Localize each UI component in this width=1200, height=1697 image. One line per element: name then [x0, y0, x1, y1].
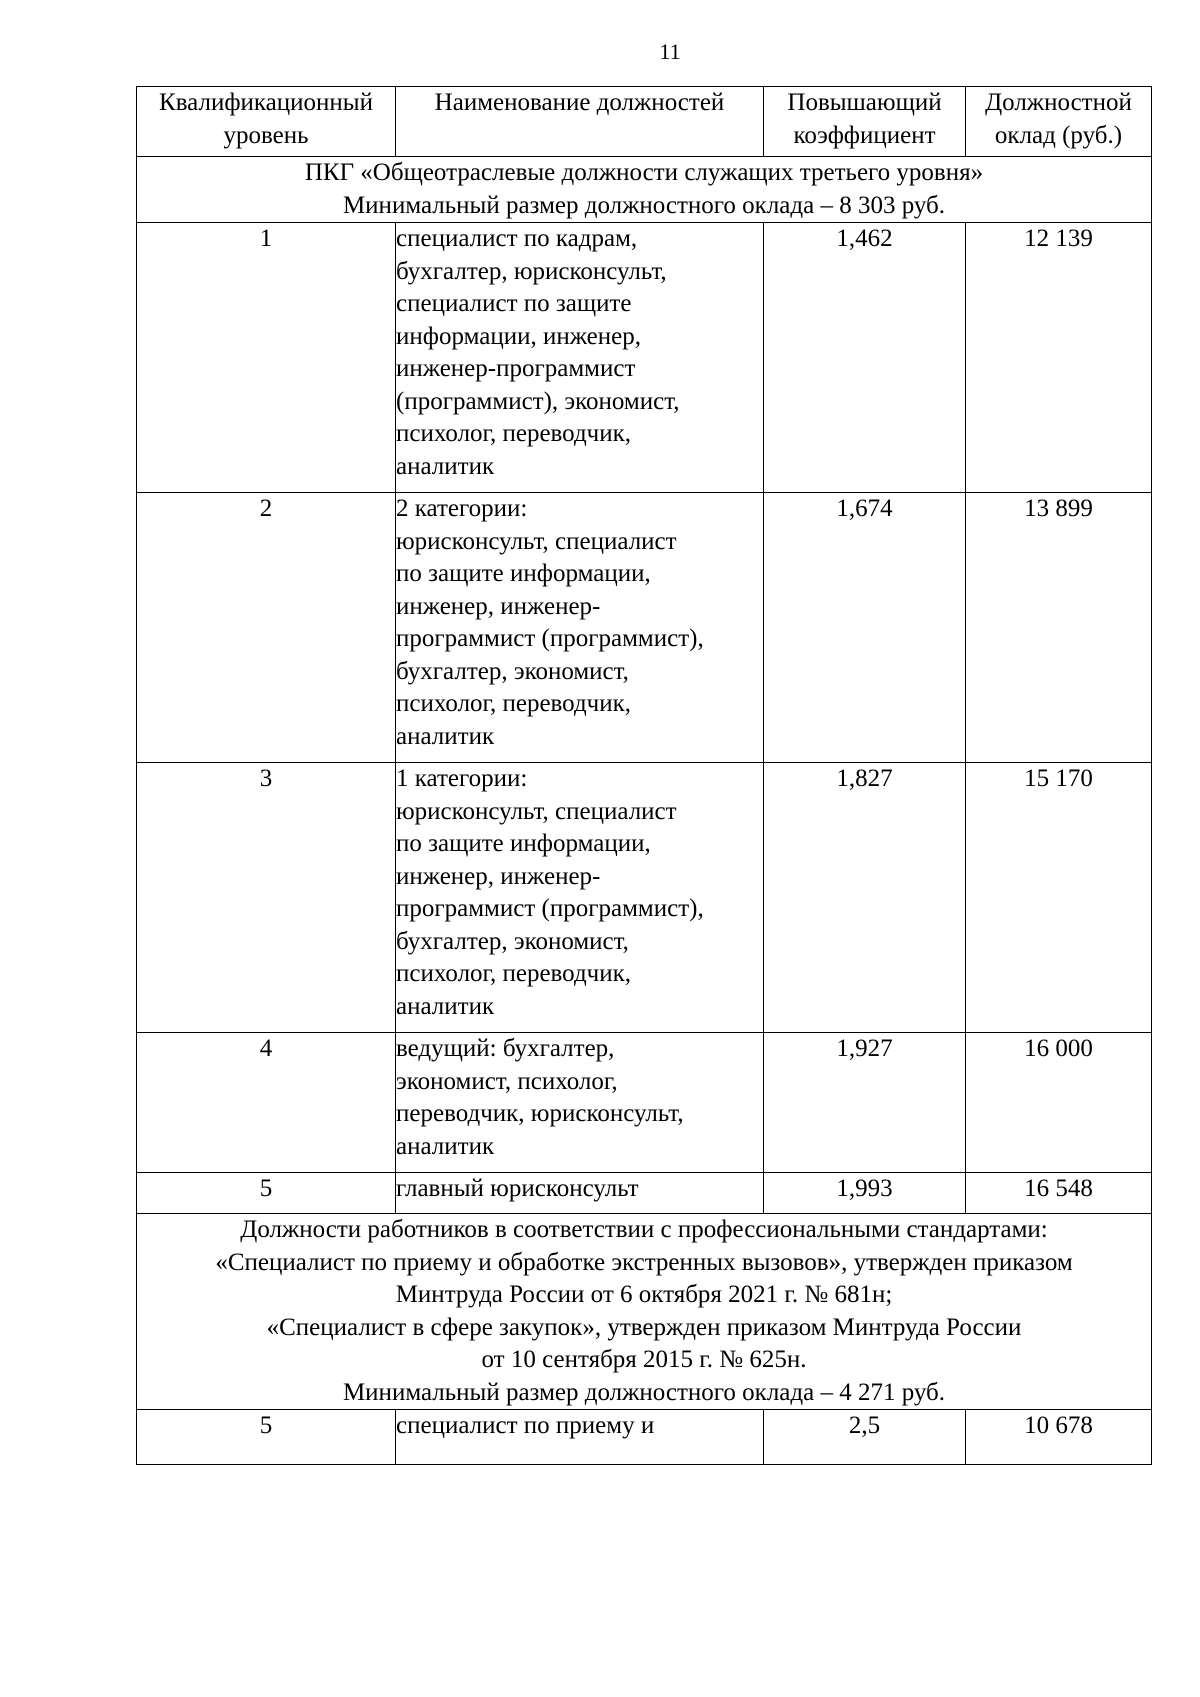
position-name-cell: 1 категории: юрисконсульт, специалист по защите информации, инженер, инженер- программист (программист), бухгалтер, экономист, психолог, переводчик, аналитик	[396, 763, 764, 1033]
qualification-level-cell: 5	[137, 1173, 396, 1214]
qualification-level-cell: 1	[137, 223, 396, 493]
qualification-level-cell: 5	[137, 1410, 396, 1465]
header-coefficient: Повышающий коэффициент	[764, 87, 966, 157]
coefficient-cell: 1,927	[764, 1033, 966, 1173]
qualification-level-cell: 3	[137, 763, 396, 1033]
section-heading-row	[137, 1214, 1152, 1410]
table-row	[137, 493, 1152, 763]
position-name-cell: 2 категории: юрисконсульт, специалист по защите информации, инженер, инженер- программист (программист), бухгалтер, экономист, психолог, переводчик, аналитик	[396, 493, 764, 763]
salary-cell: 16 000	[966, 1033, 1152, 1173]
table-row	[137, 1033, 1152, 1173]
position-name-cell: специалист по приему и	[396, 1410, 764, 1465]
position-name-cell: ведущий: бухгалтер, экономист, психолог, переводчик, юрисконсульт, аналитик	[396, 1033, 764, 1173]
position-name-cell: главный юрисконсульт	[396, 1173, 764, 1214]
coefficient-cell: 1,827	[764, 763, 966, 1033]
salary-table	[136, 86, 1152, 1465]
salary-cell: 15 170	[966, 763, 1152, 1033]
coefficient-cell: 1,462	[764, 223, 966, 493]
salary-cell: 16 548	[966, 1173, 1152, 1214]
table-header-row	[137, 87, 1152, 157]
position-name-cell: специалист по кадрам, бухгалтер, юрисконсульт, специалист по защите информации, инженер, инженер-программист (программист), экономист, психолог, переводчик, аналитик	[396, 223, 764, 493]
page-number: 11	[659, 39, 681, 64]
table-row	[137, 223, 1152, 493]
header-qualification-level: Квалификационный уровень	[137, 87, 396, 157]
table-row	[137, 763, 1152, 1033]
salary-cell: 13 899	[966, 493, 1152, 763]
table-row	[137, 1410, 1152, 1465]
coefficient-cell: 1,993	[764, 1173, 966, 1214]
section-heading-professional-standards: Должности работников в соответствии с профессиональными стандартами: «Специалист по приему и обработке экстренных вызовов», утвержден приказом Минтруда России от 6 октября 2021 г. № 681н; «Специалист в сфере закупок», утвержден приказом Минтруда России от 10 сентября 2015 г. № 625н. Минимальный размер должностного оклада – 4 271 руб.	[137, 1214, 1152, 1410]
section-heading-row	[137, 157, 1152, 223]
qualification-level-cell: 4	[137, 1033, 396, 1173]
salary-cell: 12 139	[966, 223, 1152, 493]
header-salary: Должностной оклад (руб.)	[966, 87, 1152, 157]
header-position-name: Наименование должностей	[396, 87, 764, 157]
qualification-level-cell: 2	[137, 493, 396, 763]
section-heading-pkg: ПКГ «Общеотраслевые должности служащих третьего уровня» Минимальный размер должностного оклада – 8 303 руб.	[137, 157, 1152, 223]
coefficient-cell: 1,674	[764, 493, 966, 763]
salary-cell: 10 678	[966, 1410, 1152, 1465]
coefficient-cell: 2,5	[764, 1410, 966, 1465]
table-row	[137, 1173, 1152, 1214]
